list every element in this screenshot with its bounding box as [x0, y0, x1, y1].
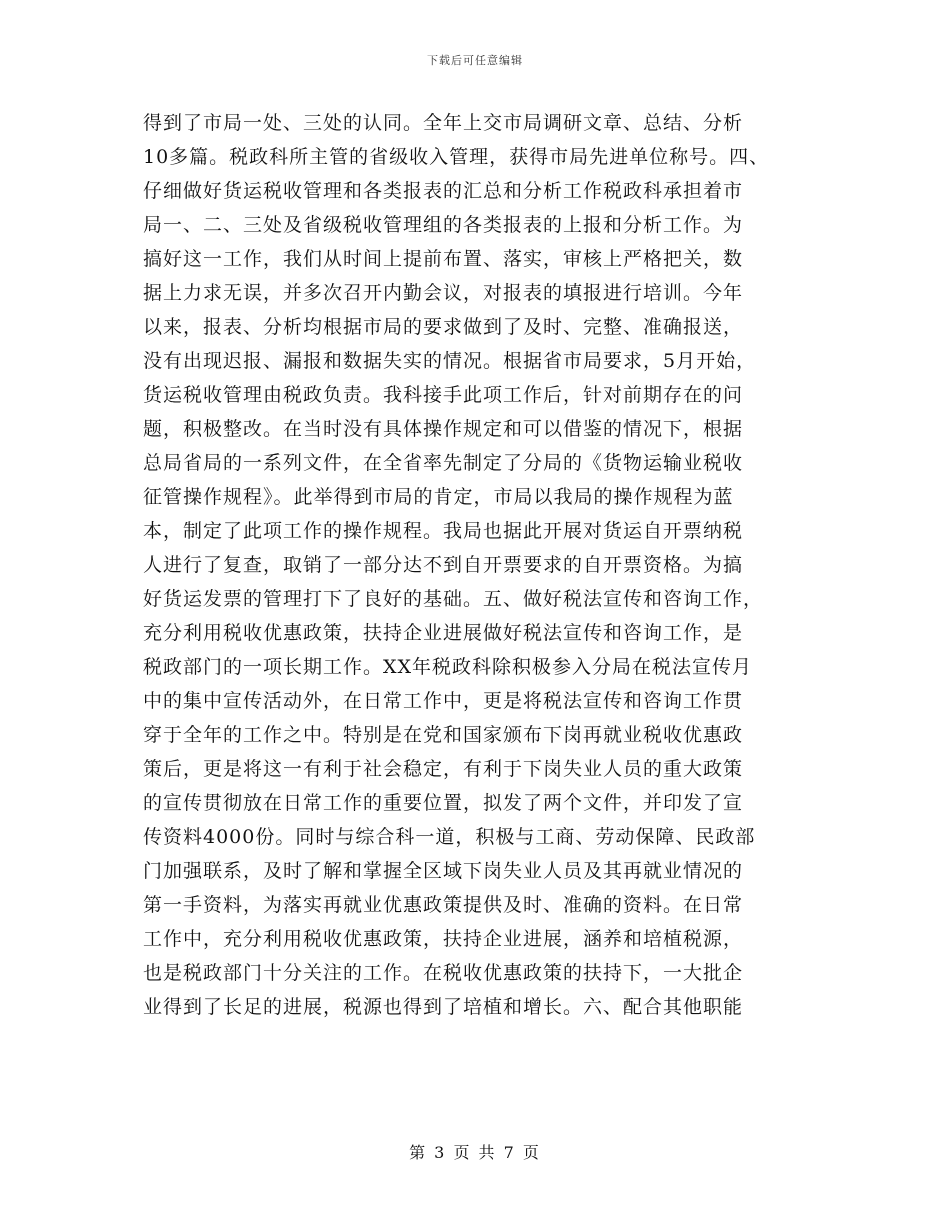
- text-line: 人进行了复查，取销了一部分达不到自开票要求的自开票资格。为搞: [143, 554, 744, 576]
- text-line: 本，制定了此项工作的操作规程。我局也据此开展对货运自开票纳税: [143, 520, 744, 542]
- text-line: 没有出现迟报、漏报和数据失实的情况。根据省市局要求，5月开始，: [143, 350, 757, 372]
- text-line: 业得到了长足的进展，税源也得到了培植和增长。六、配合其他职能: [143, 996, 744, 1018]
- text-line: 搞好这一工作，我们从时间上提前布置、落实，审核上严格把关，数: [143, 248, 744, 270]
- text-line: 总局省局的一系列文件，在全省率先制定了分局的《货物运输业税收: [143, 452, 744, 474]
- text-line: 得到了市局一处、三处的认同。全年上交市局调研文章、总结、分析: [143, 112, 744, 134]
- text-line: 充分利用税收优惠政策，扶持企业进展做好税法宣传和咨询工作，是: [143, 622, 744, 644]
- text-line: 工作中，充分利用税收优惠政策，扶持企业进展，涵养和培植税源，: [143, 928, 744, 950]
- text-line: 的宣传贯彻放在日常工作的重要位置，拟发了两个文件，并印发了宣: [143, 792, 744, 814]
- text-line: 传资料4000份。同时与综合科一道，积极与工商、劳动保障、民政部: [143, 826, 756, 848]
- text-line: 10多篇。税政科所主管的省级收入管理，获得市局先进单位称号。四、: [143, 146, 770, 168]
- text-line: 好货运发票的管理打下了良好的基础。五、做好税法宣传和咨询工作，: [143, 588, 764, 610]
- body-text: [143, 106, 808, 1024]
- text-line: 第一手资料，为落实再就业优惠政策提供及时、准确的资料。在日常: [143, 894, 744, 916]
- page-header: 下载后可任意编辑: [427, 54, 523, 67]
- text-line: 策后，更是将这一有利于社会稳定，有利于下岗失业人员的重大政策: [143, 758, 744, 780]
- text-line: 题，积极整改。在当时没有具体操作规定和可以借鉴的情况下，根据: [143, 418, 744, 440]
- text-line: 穿于全年的工作之中。特别是在党和国家颁布下岗再就业税收优惠政: [143, 724, 744, 746]
- text-line: 门加强联系，及时了解和掌握全区域下岗失业人员及其再就业情况的: [143, 860, 744, 882]
- text-line: 据上力求无误，并多次召开内勤会议，对报表的填报进行培训。今年: [143, 282, 744, 304]
- text-line: 货运税收管理由税政负责。我科接手此项工作后，针对前期存在的问: [143, 384, 744, 406]
- text-line: 仔细做好货运税收管理和各类报表的汇总和分析工作税政科承担着市: [143, 180, 744, 202]
- text-line: 局一、二、三处及省级税收管理组的各类报表的上报和分析工作。为: [143, 214, 744, 236]
- text-line: 也是税政部门十分关注的工作。在税收优惠政策的扶持下，一大批企: [143, 962, 744, 984]
- text-line: 中的集中宣传活动外，在日常工作中，更是将税法宣传和咨询工作贯: [143, 690, 744, 712]
- text-line: 以来，报表、分析均根据市局的要求做到了及时、完整、准确报送，: [143, 316, 744, 338]
- page-number: 第 3 页 共 7 页: [409, 1143, 541, 1162]
- text-line: 征管操作规程》。此举得到市局的肯定，市局以我局的操作规程为蓝: [143, 486, 734, 508]
- text-line: 税政部门的一项长期工作。XX年税政科除积极参入分局在税法宣传月: [143, 656, 753, 678]
